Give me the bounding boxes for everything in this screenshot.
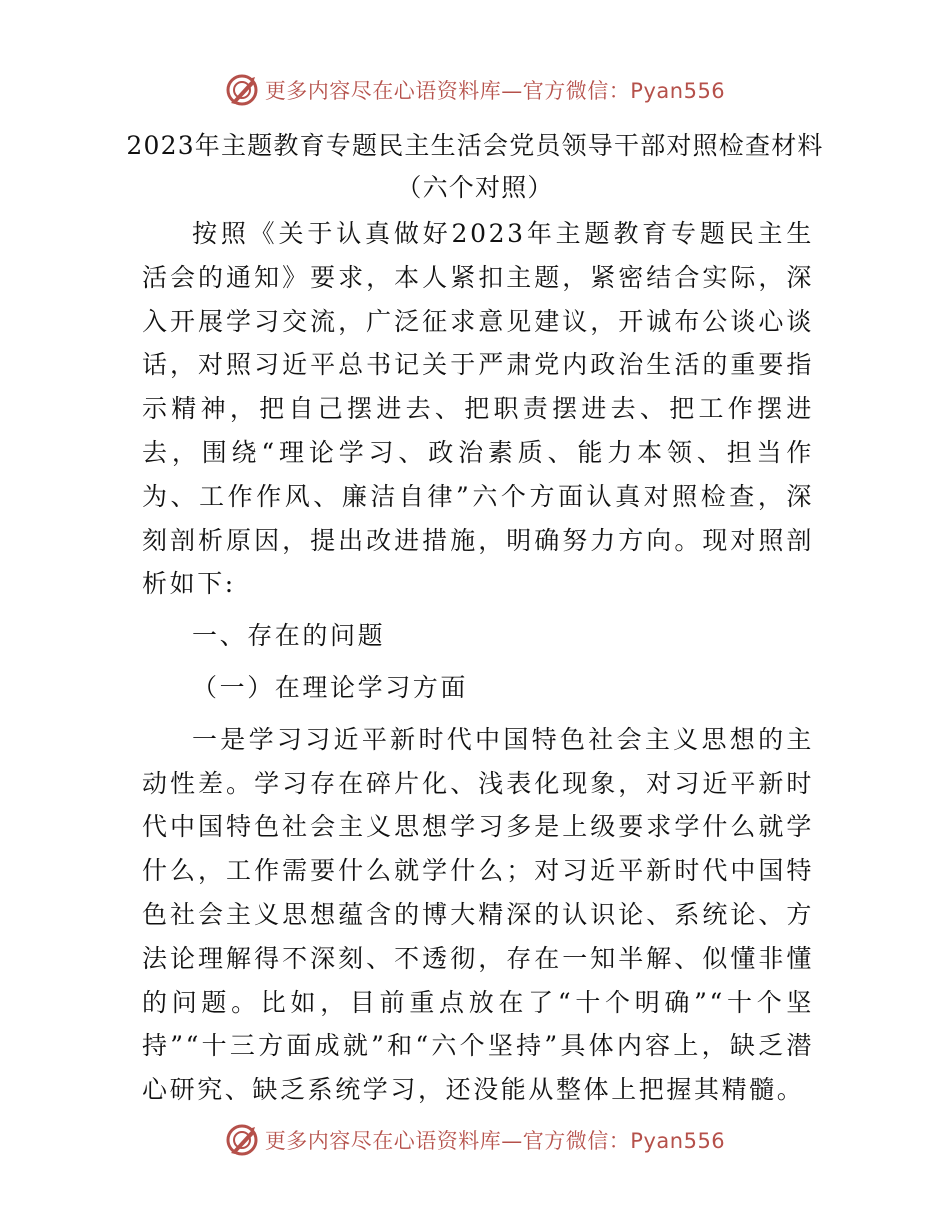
header-watermark-text: 更多内容尽在心语资料库—官方微信：Pyan556 <box>264 79 726 103</box>
document-subtitle: （六个对照） <box>396 173 554 202</box>
problem-paragraph-1: 一是学习习近平新时代中国特色社会主义思想的主动性差。学习存在碎片化、浅表化现象，对习近平新时代中国特色社会主义思想学习多是上级要求学什么就学什么，工作需要什么就学什么；对习近平新时代中国特色社会主义思想蕴含的博大精深的认识论、系统论、方法论理解得不深刻、不透彻，存在一知半解、似懂非懂的问题。比如，目前重点放在了“十个明确”“十个坚持”“十三方面成就”和“六个坚持”具体内容上，缺乏潜心研究、缺乏系统学习，还没能从整体上把握其精髓。 <box>142 724 814 1105</box>
header-watermark-banner <box>0 70 950 110</box>
document-title: 2023年主题教育专题民主生活会党员领导干部对照检查材料 <box>126 131 824 160</box>
red-quill-seal-icon <box>225 1123 259 1157</box>
section-heading-problems: 一、存在的问题 <box>192 621 386 651</box>
document-body <box>142 212 814 1112</box>
footer-watermark-text: 更多内容尽在心语资料库—官方微信：Pyan556 <box>264 1129 726 1153</box>
subsection-heading-theory-study: （一）在理论学习方面 <box>192 672 469 702</box>
intro-paragraph: 按照《关于认真做好2023年主题教育专题民主生活会的通知》要求，本人紧扣主题，紧密结合实际，深入开展学习交流，广泛征求意见建议，开诚布公谈心谈话，对照习近平总书记关于严肃党内政治生活的重要指示精神，把自己摆进去、把职责摆进去、把工作摆进去，围绕“理论学习、政治素质、能力本领、担当作为、工作作风、廉洁自律”六个方面认真对照检查，深刻剖析原因，提出改进措施，明确努力方向。现对照剖析如下: <box>142 219 814 599</box>
footer-watermark-banner <box>0 1120 950 1160</box>
red-quill-seal-icon <box>225 73 259 107</box>
